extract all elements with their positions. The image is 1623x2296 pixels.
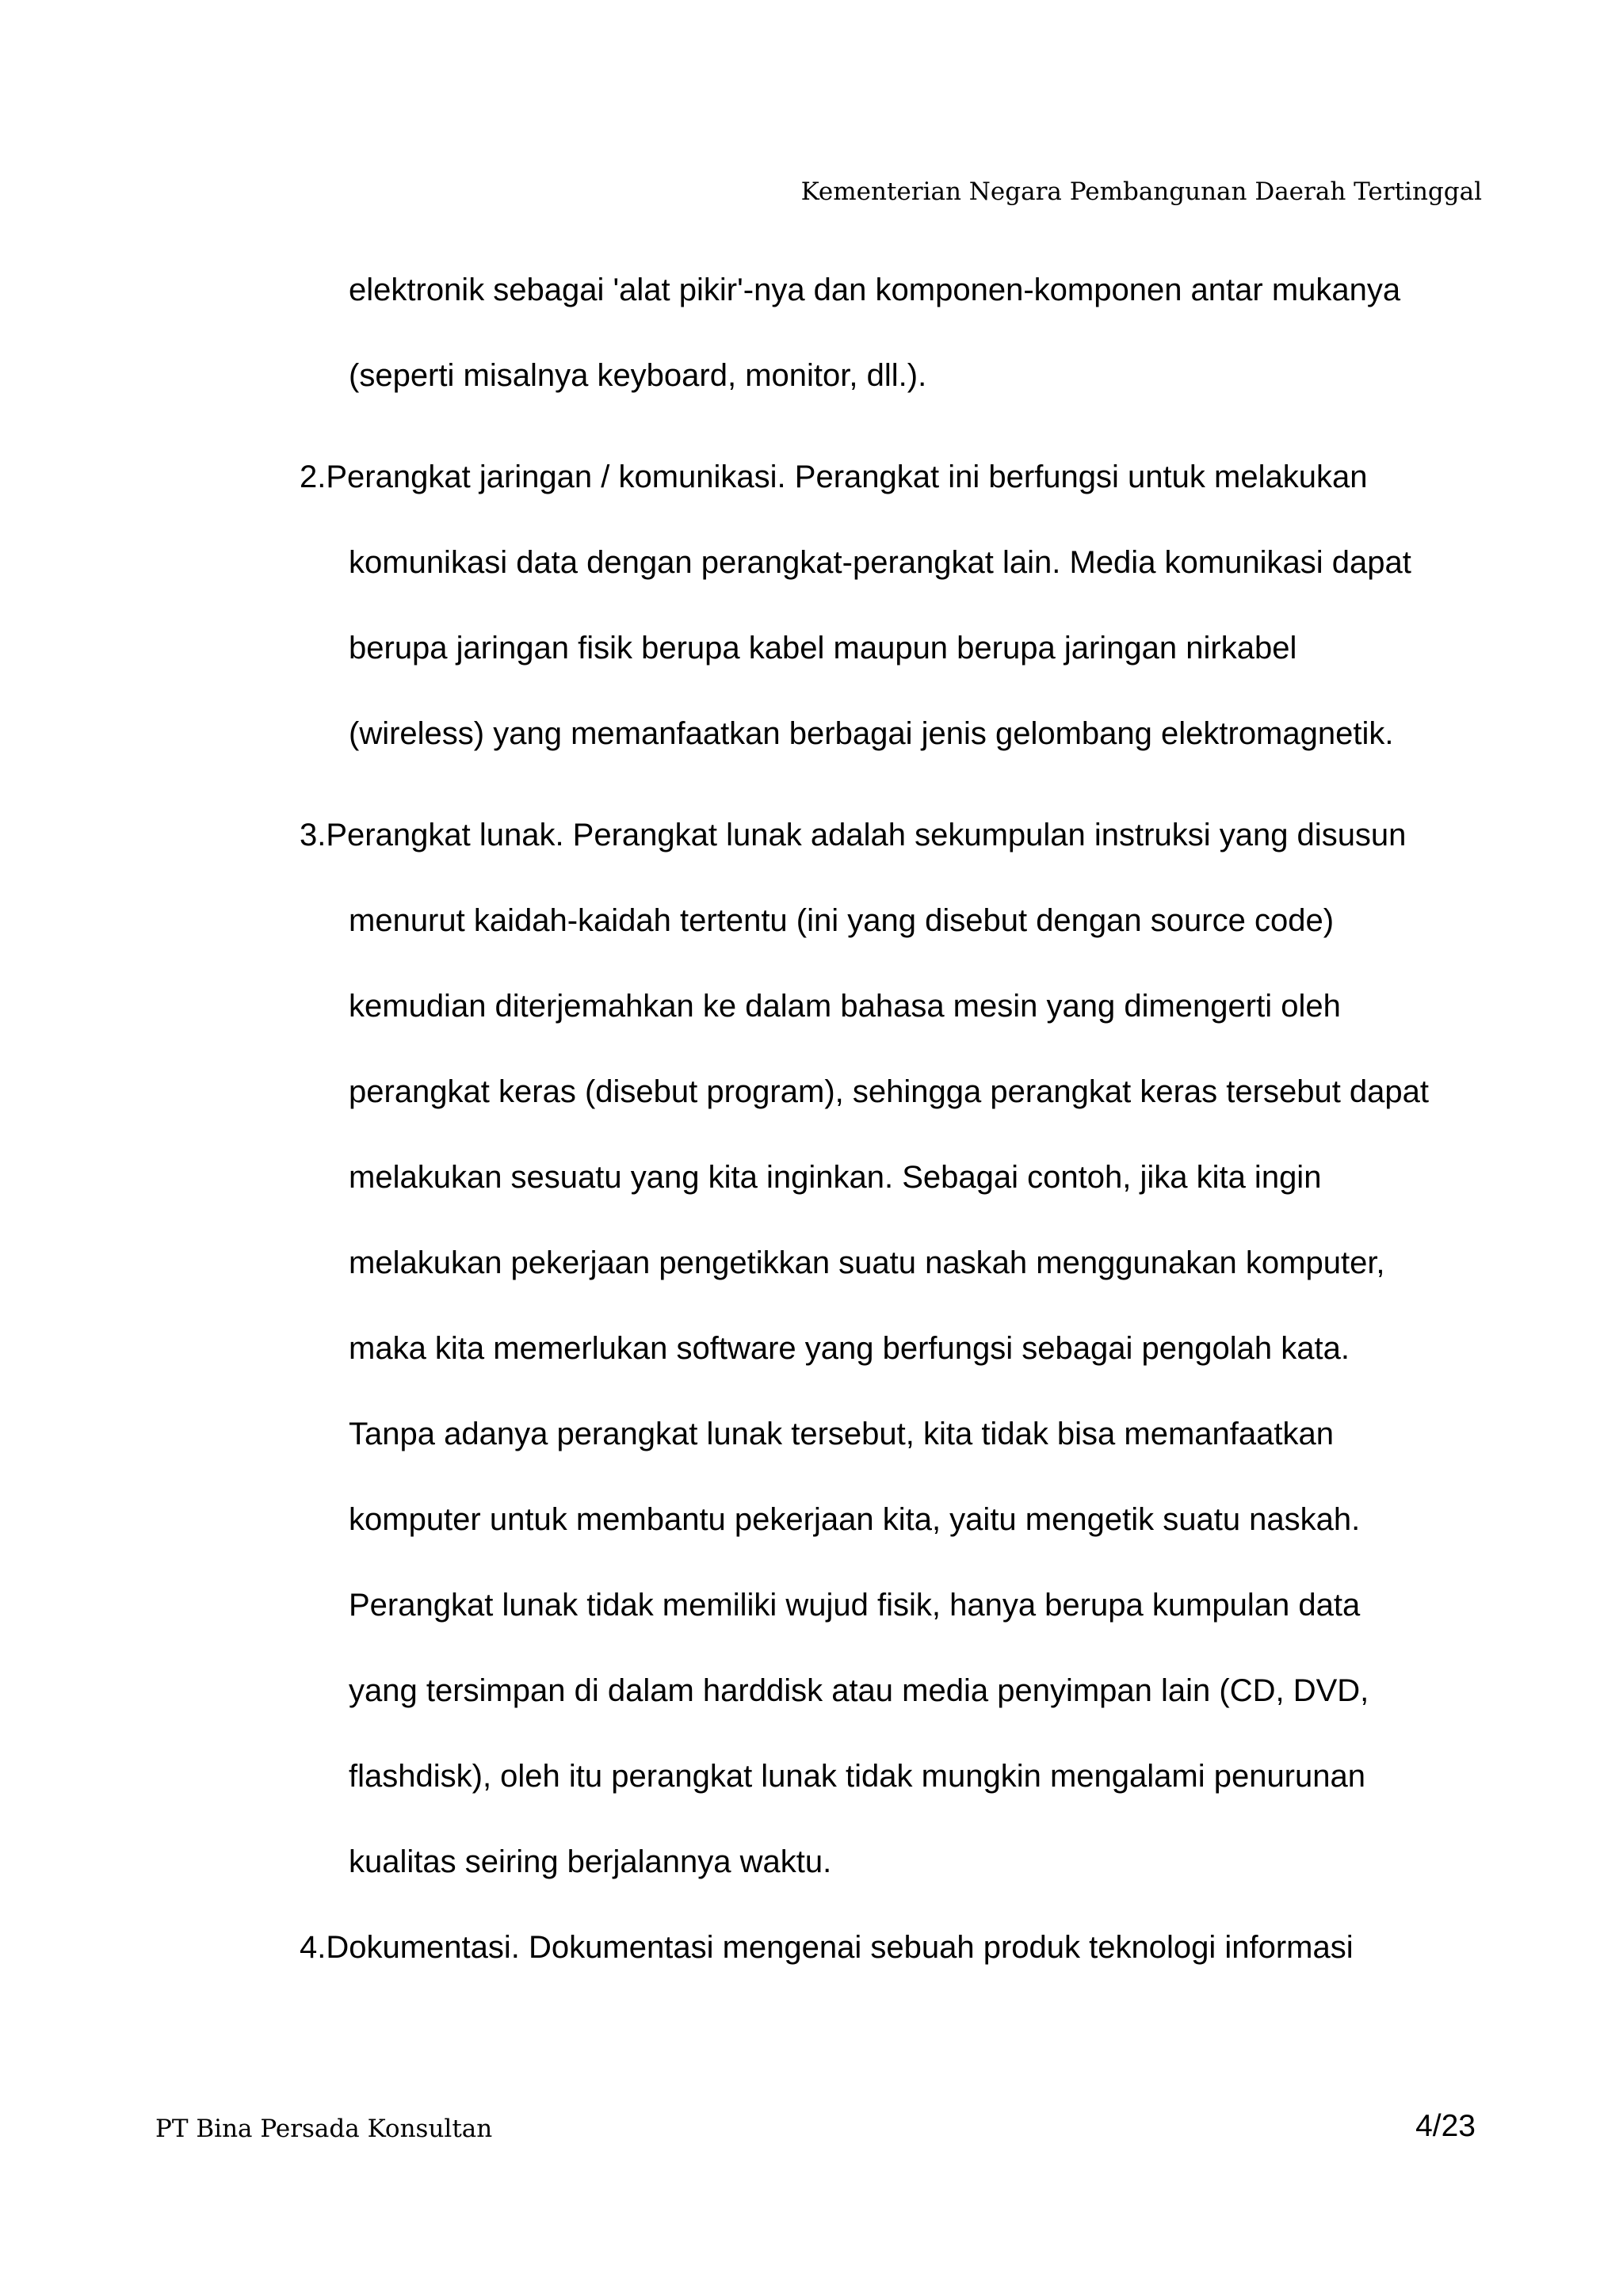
footer-organization: PT Bina Persada Konsultan bbox=[155, 2115, 493, 2143]
text-line: flashdisk), oleh itu perangkat lunak tidak mungkin mengalami penurunan bbox=[349, 1759, 1365, 1794]
text-line: berupa jaringan fisik berupa kabel maupun berupa jaringan nirkabel bbox=[349, 631, 1297, 666]
text-line: kemudian diterjemahkan ke dalam bahasa mesin yang dimengerti oleh bbox=[349, 989, 1341, 1024]
text-line: melakukan pekerjaan pengetikkan suatu naskah menggunakan komputer, bbox=[349, 1245, 1385, 1280]
text-line: (wireless) yang memanfaatkan berbagai jenis gelombang elektromagnetik. bbox=[349, 716, 1394, 751]
text-line: elektronik sebagai 'alat pikir'-nya dan komponen-komponen antar mukanya bbox=[349, 273, 1401, 307]
text-line: menurut kaidah-kaidah tertentu (ini yang disebut dengan source code) bbox=[349, 903, 1335, 938]
text-line: (seperti misalnya keyboard, monitor, dll.). bbox=[349, 358, 927, 393]
text-line: maka kita memerlukan software yang berfungsi sebagai pengolah kata. bbox=[349, 1331, 1350, 1366]
page-number: 4/23 bbox=[1415, 2109, 1476, 2143]
text-line: yang tersimpan di dalam harddisk atau media penyimpan lain (CD, DVD, bbox=[349, 1673, 1369, 1708]
text-line: Perangkat lunak tidak memiliki wujud fisik, hanya berupa kumpulan data bbox=[349, 1588, 1361, 1623]
text-line: Tanpa adanya perangkat lunak tersebut, kita tidak bisa memanfaatkan bbox=[349, 1417, 1335, 1451]
text-line: komputer untuk membantu pekerjaan kita, yaitu mengetik suatu naskah. bbox=[349, 1502, 1361, 1537]
text-line: perangkat keras (disebut program), sehingga perangkat keras tersebut dapat bbox=[349, 1074, 1430, 1109]
text-line: melakukan sesuatu yang kita inginkan. Sebagai contoh, jika kita ingin bbox=[349, 1160, 1322, 1195]
list-item-2-heading: 2.Perangkat jaringan / komunikasi. Perangkat ini berfungsi untuk melakukan bbox=[300, 460, 1368, 494]
text-line: kualitas seiring berjalannya waktu. bbox=[349, 1844, 832, 1879]
list-item-4-heading: 4.Dokumentasi. Dokumentasi mengenai sebuah produk teknologi informasi bbox=[300, 1930, 1354, 1965]
running-header: Kementerian Negara Pembangunan Daerah Tertinggal bbox=[800, 177, 1482, 206]
text-line: komunikasi data dengan perangkat-perangkat lain. Media komunikasi dapat bbox=[349, 545, 1411, 580]
list-item-3-heading: 3.Perangkat lunak. Perangkat lunak adalah sekumpulan instruksi yang disusun bbox=[300, 818, 1407, 852]
